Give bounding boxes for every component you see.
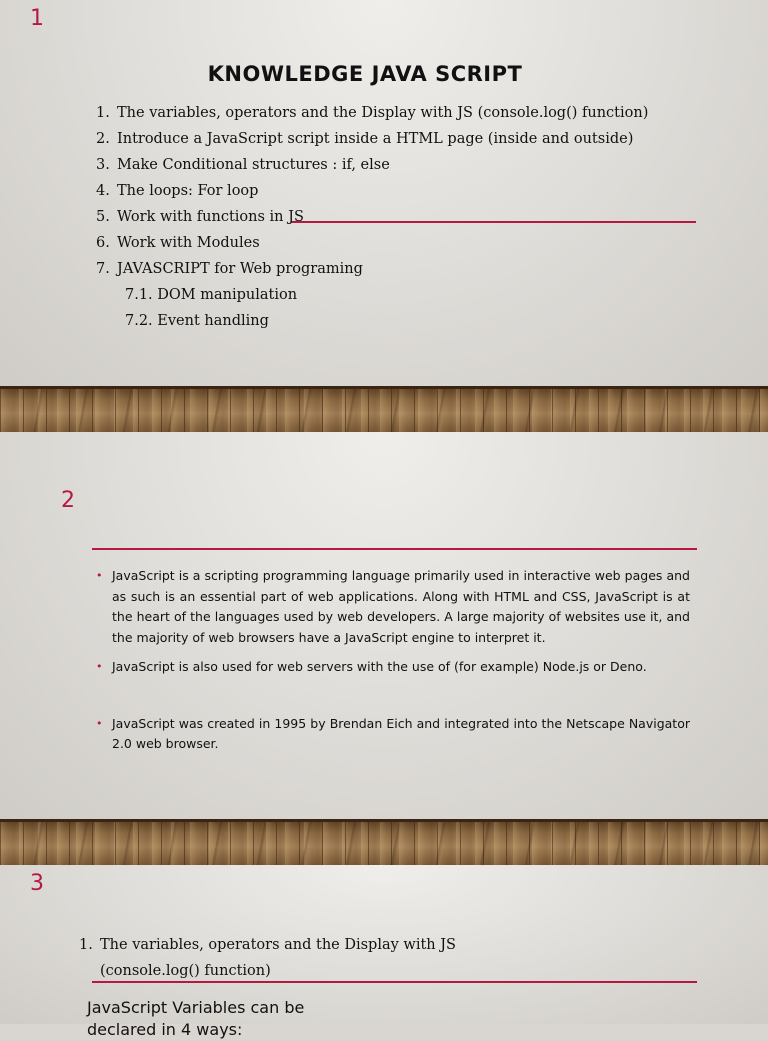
bullet-item: • JavaScript is a scripting programming language primarily used in interactive web pages and as such is an essential part of web applications. Along with HTML and CSS, JavaScript is at the heart of the languages used by web developers. A large majority of websites use it, and the majority of web browsers have a JavaScript engine to interpret it. xyxy=(96,568,690,645)
list-item: 5. Work with functions in JS xyxy=(96,209,304,225)
sub-list-item: 7.2. Event handling xyxy=(125,313,269,329)
slide-1 xyxy=(0,0,768,386)
slide-number: 1 xyxy=(30,6,44,31)
bullet-icon: • xyxy=(96,660,103,673)
slide-2 xyxy=(0,432,768,819)
topic-list xyxy=(96,100,648,334)
slide-number: 2 xyxy=(61,488,75,513)
slide-heading: 1. The variables, operators and the Display with JS (console.log() function) xyxy=(79,937,456,979)
bullet-item: • JavaScript is also used for web servers with the use of (for example) Node.js or Deno. xyxy=(93,657,690,678)
title-underline xyxy=(92,548,697,550)
wood-floor-divider xyxy=(0,386,768,432)
list-item: 3. Make Conditional structures : if, else xyxy=(96,157,390,173)
list-item: 4. The loops: For loop xyxy=(96,183,259,199)
slide-title: KNOWLEDGE JAVA SCRIPT xyxy=(207,62,523,86)
wood-floor-divider xyxy=(0,819,768,865)
bullet-icon: • xyxy=(96,716,103,730)
list-item: 7. JAVASCRIPT for Web programing xyxy=(96,261,363,277)
list-item: 2. Introduce a JavaScript script inside a HTML page (inside and outside) xyxy=(96,131,634,147)
list-item: 6. Work with Modules xyxy=(96,235,260,251)
list-item: 1. The variables, operators and the Display with JS (console.log() function) xyxy=(96,105,649,121)
slide-number: 3 xyxy=(30,871,44,896)
bullet-item: • JavaScript was created in 1995 by Brendan Eich and integrated into the Netscape Navigator 2.0 web browser. xyxy=(96,715,690,751)
slide-3 xyxy=(0,865,768,1039)
body-text: JavaScript Variables can be declared in 4 ways: xyxy=(87,998,305,1039)
sub-list-item: 7.1. DOM manipulation xyxy=(125,287,298,303)
title-underline xyxy=(92,981,697,983)
bullet-icon: • xyxy=(96,569,103,582)
bullet-list xyxy=(93,566,690,755)
